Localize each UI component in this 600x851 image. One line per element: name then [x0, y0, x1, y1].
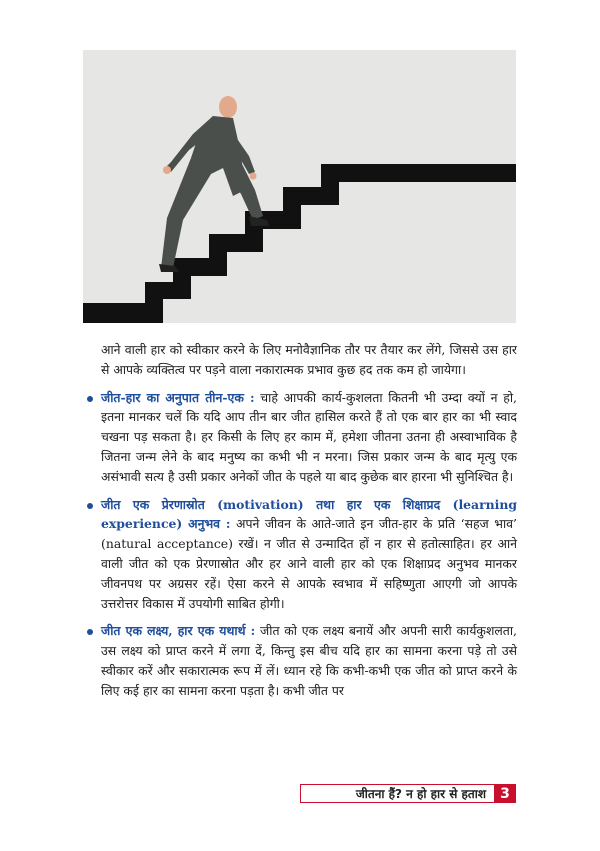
stairs-illustration [83, 50, 516, 323]
bullet-item [101, 621, 517, 700]
book-title: जीतना हैं? न हो हार से हताश [355, 787, 486, 801]
intro-paragraph: आने वाली हार को स्वीकार करने के लिए मनोवैज्ञानिक तौर पर तैयार कर लेंगे, जिससे उस हार से आपके व्यक्तित्व पर पड़ने वाला नकारात्मक प्रभाव कुछ हद तक कम हो जायेगा। [101, 342, 517, 377]
bullet-heading: जीत एक प्रेरणास्रोत (motivation) तथा हार एक शिक्षाप्रद (learning experience) अनुभव : [101, 496, 517, 532]
bullet-icon [87, 503, 93, 509]
staircase [83, 164, 516, 323]
page-number: 3 [494, 784, 516, 803]
bullet-icon [87, 396, 93, 402]
bullet-item [101, 495, 517, 614]
bullet-heading: जीत-हार का अनुपात तीन-एक : [101, 389, 255, 405]
bullet-item [101, 388, 517, 487]
man-climbing-stairs-image [83, 50, 516, 323]
body-text [101, 340, 517, 701]
page-footer [300, 784, 516, 803]
bullet-body: चाहे आपकी कार्य-कुशलता कितनी भी उम्दा क्यों न हो, इतना मानकर चलें कि यदि आप तीन बार जीत हासिल करते हैं तो एक बार हार का भी स्वाद चखना पड़ सकता है। हर किसी के लिए हर काम में, हमेशा जीतना उतना ही अस्वाभाविक है जितना जन्म लेने के बाद मनुष्य का कभी भी न मरना। जिस प्रकार जन्म के बाद मृत्यु एक असंभावी सत्य है उसी प्रकार अनेकों जीत के पहले या बाद कुछेक बार हारना भी सुनिश्चित है। [101, 389, 517, 484]
bullet-body: जीत को एक लक्ष्य बनायें और अपनी सारी कार्यकुशलता, उस लक्ष्य को प्राप्त करने में लगा दें, किन्तु इस बीच यदि हार का सामना करना पड़े तो उसे स्वीकार करें और सकारात्मक रूप में लें। ध्यान रहे कि कभी-कभी एक जीत को प्राप्त करने के लिए कई हार का सामना करना पड़ता है। कभी जीत पर [101, 623, 517, 698]
bullet-icon [87, 629, 93, 635]
bullet-body: अपने जीवन के आते-जाते इन जीत-हार के प्रति ‘सहज भाव’ (natural acceptance) रखें। न जीत से उन्मादित हों न हार से हतोत्साहित। हर आने वाली जीत को एक प्रेरणास्रोत और हर आने वाली हार को एक शिक्षाप्रद अनुभव मानकर जीवनपथ पर अग्रसर रहें। ऐसा करने से आपके स्वभाव में सहिष्णुता आएगी जो आपके उत्तरोत्तर विकास में उपयोगी साबित होगी। [101, 516, 517, 611]
bullet-heading: जीत एक लक्ष्य, हार एक यथार्थ : [101, 623, 256, 639]
